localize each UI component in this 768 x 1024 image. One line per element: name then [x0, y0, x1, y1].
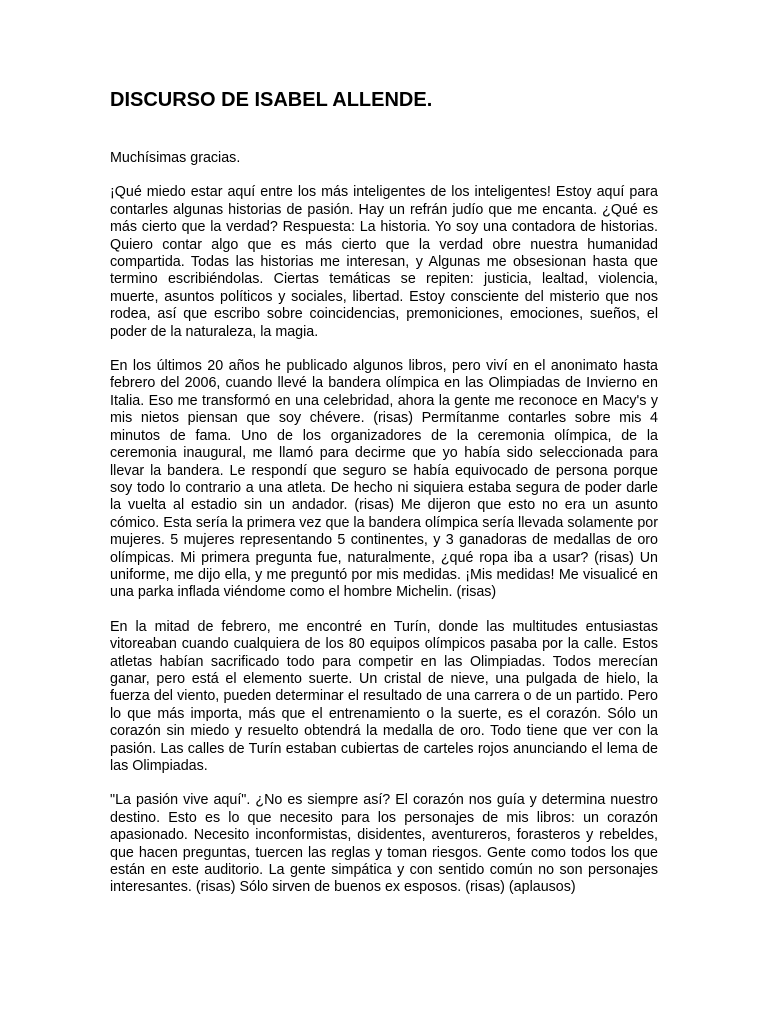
paragraph-turin: En la mitad de febrero, me encontré en Turín, donde las multitudes entusiastas vitoreaban cuando cualquiera de los 80 equipos olímpicos pasaba por la calle. Estos atletas habían sacrificado todo para competir en las Olimpiadas. Todos merecían ganar, pero está el elemento suerte. Un cristal de nieve, una pulgada de hielo, la fuerza del viento, pueden determinar el resultado de una carrera o de un partido. Pero lo que más importa, más que el entrenamiento o la suerte, es el corazón. Sólo un corazón sin miedo y resuelto obtendrá la medalla de oro. Todo tiene que ver con la pasión. Las calles de Turín estaban cubiertas de carteles rojos anunciando el lema de las Olimpiadas. [110, 618, 658, 774]
document-page [110, 88, 658, 897]
paragraph-passion: "La pasión vive aquí". ¿No es siempre así? El corazón nos guía y determina nuestro destino. Esto es lo que necesito para los personajes de mis libros: un corazón apasionado. Necesito inconformistas, disidentes, aventureros, forasteros y rebeldes, que hacen preguntas, tuercen las reglas y toman riesgos. Gente como todos los que están en este auditorio. La gente simpática y con sentido común no son personajes interesantes. (risas) Sólo sirven de buenos ex esposos. (risas) (aplausos) [110, 792, 658, 896]
paragraph-greeting: Muchísimas gracias. [110, 150, 241, 166]
paragraph-olympic-flag: En los últimos 20 años he publicado algunos libros, pero viví en el anonimato hasta febrero del 2006, cuando llevé la bandera olímpica en las Olimpiadas de Invierno en Italia. Eso me transformó en una celebridad, ahora la gente me reconoce en Macy's y mis nietos piensan que soy chévere. (risas) Permítanme contarles sobre mis 4 minutos de fama. Uno de los organizadores de la ceremonia olímpica, de la ceremonia inaugural, me llamó para decirme que yo había sido seleccionada para llevar la bandera. Le respondí que seguro se había equivocado de persona porque soy todo lo contrario a una atleta. De hecho ni siquiera estaba segura de poder darle la vuelta al estadio sin un andador. (risas) Me dijeron que esto no era un asunto cómico. Esta sería la primera vez que la bandera olímpica sería llevada solamente por mujeres. 5 mujeres representando 5 continentes, y 3 ganadoras de medallas de oro olímpicas. Mi primera pregunta fue, naturalmente, ¿qué ropa iba a usar? (risas) Un uniforme, me dijo ella, y me preguntó por mis medidas. ¡Mis medidas! Me visualicé en una parka inflada viéndome como el hombre Michelin. (risas) [110, 358, 658, 601]
document-title: DISCURSO DE ISABEL ALLENDE. [110, 89, 433, 111]
paragraph-intro: ¡Qué miedo estar aquí entre los más inteligentes de los inteligentes! Estoy aquí para contarles algunas historias de pasión. Hay un refrán judío que me encanta. ¿Qué es más cierto que la verdad? Respuesta: La historia. Yo soy una contadora de historias. Quiero contar algo que es más cierto que la verdad obre nuestra humanidad compartida. Todas las historias me interesan, y Algunas me obsesionan hasta que termino escribiéndolas. Ciertas temáticas se repiten: justicia, lealtad, violencia, muerte, asuntos políticos y sociales, libertad. Estoy consciente del misterio que nos rodea, así que escribo sobre coincidencias, premoniciones, emociones, sueños, el poder de la naturaleza, la magia. [110, 184, 658, 340]
